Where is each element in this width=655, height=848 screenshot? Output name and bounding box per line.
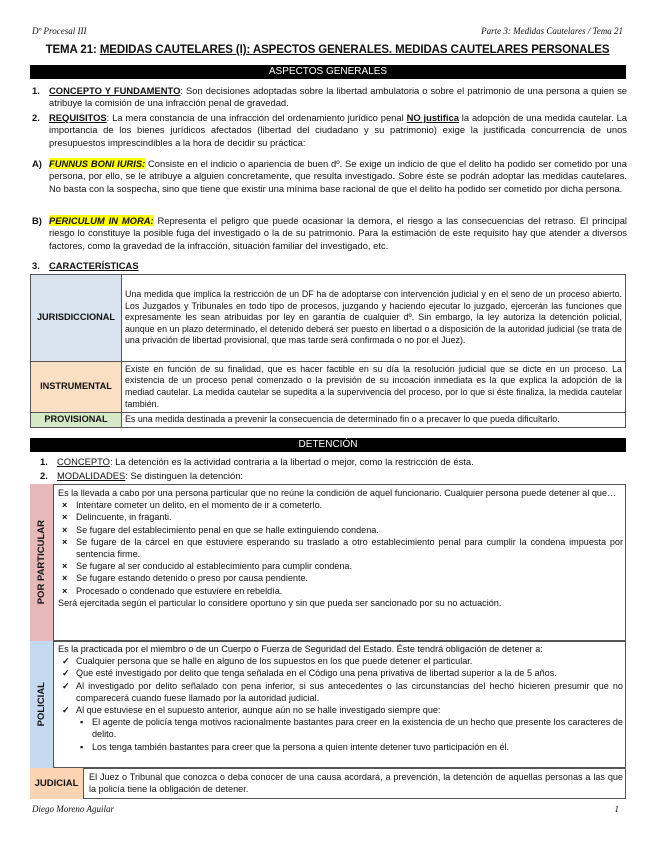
detencion-concepto-label: CONCEPTO — [57, 456, 110, 467]
bullet-icon: × — [62, 536, 68, 547]
row-label: PROVISIONAL — [31, 413, 122, 428]
list-item-text: Se fugare del establecimiento penal en que se halle extinguiendo condena. — [76, 524, 379, 535]
item-number: 3. — [32, 260, 40, 271]
judicial-text: El Juez o Tribunal que conozca o deba conocer de una causa acordará, a prevención, la detención de aquellas personas a las que la policía tiene la obligación de detener. — [89, 772, 623, 795]
periculum-paragraph — [49, 215, 627, 252]
judicial-side — [30, 768, 84, 799]
policial-list — [58, 655, 623, 716]
bullet-icon: ✓ — [62, 656, 70, 667]
list-item — [58, 716, 623, 740]
requisitos-paragraph — [49, 112, 627, 149]
bullet-icon: × — [62, 585, 68, 596]
bullet-icon: ▪ — [80, 717, 84, 728]
policial-intro: Es la practicada por el miembro o de un Cuerpo o Fuerza de Seguridad del Estado. Éste tendrá obligación de detener a: — [58, 644, 543, 654]
bullet-icon: × — [62, 512, 68, 523]
list-item — [58, 655, 623, 667]
row-label: INSTRUMENTAL — [31, 362, 122, 413]
caracteristicas-label: CARACTERÍSTICAS — [49, 260, 139, 271]
title-prefix: TEMA 21: — [45, 44, 100, 56]
table-row — [31, 275, 626, 362]
particular-content — [58, 487, 623, 609]
periculum-label: PERICULUM IN MORA: — [49, 215, 154, 226]
particular-label: POR PARTICULAR — [36, 520, 47, 605]
bullet-icon: ✓ — [62, 705, 70, 716]
subitem-letter: A) — [32, 158, 42, 169]
policial-content — [58, 643, 623, 753]
subitem-letter: B) — [32, 215, 42, 226]
bullet-icon: × — [62, 500, 68, 511]
list-item — [58, 524, 623, 536]
item-number: 2. — [32, 112, 40, 123]
particular-side — [30, 484, 54, 641]
footer-author: Diego Moreno Aguilar — [32, 804, 114, 814]
list-item — [58, 511, 623, 523]
page-title — [0, 44, 655, 56]
bullet-icon: ▪ — [80, 741, 84, 752]
list-item-text: Se fugare al ser conducido al establecimiento para cumplir condena. — [76, 561, 353, 572]
funnus-label: FUNNUS BONI IURIS: — [49, 158, 146, 169]
bullet-icon: ✓ — [62, 680, 70, 691]
particular-list — [58, 499, 623, 597]
requisitos-text-b: la adopción de una medida cautelar. La importancia de los bienes jurídicos afectados (libertad del ciudadano y su patrimonio) exige la justificada concurrencia de unos presupuestos imprescindibles a la hora de decidir su práctica: — [49, 112, 627, 148]
detencion-concepto — [57, 456, 625, 468]
row-text: Una medida que implica la restricción de un DF ha de adoptarse con intervención judicial y en el seno de un proceso abierto. Los Juzgados y Tribunales en todo tipo de procesos, juzgando y haciendo ejecutar lo juzgado, ejercerán las funciones que expresamente les sean atribuidas por ley en garantía de cualquier dº. Sin embargo, la ley autoriza la detención policial, aunque en un plazo determinado, el detenido deberá ser puesto en libertad o a disposición de la autoridad judicial (se trata de una privación de libertad provisional, que mas tarde será confirmada o no por el Juez). — [122, 275, 626, 362]
funnus-paragraph — [49, 158, 627, 195]
list-item-text: Los tenga también bastantes para creer que la persona a quien intente detener tuvo participación en él. — [92, 741, 510, 752]
section-heading-detencion: DETENCIÓN — [30, 438, 626, 452]
row-text: Es una medida destinada a prevenir la consecuencia de determinado fin o a precaver lo que pueda dificultarlo. — [122, 413, 626, 428]
item-number: 1. — [32, 85, 40, 96]
row-label: JURISDICCIONAL — [31, 275, 122, 362]
list-item — [58, 572, 623, 584]
list-item-text: Cualquier persona que se halle en alguno de los supuestos en los que puede detener el particular. — [76, 656, 473, 667]
footer-page-number: 1 — [614, 804, 619, 814]
list-item — [58, 704, 623, 716]
requisitos-label: REQUISITOS — [49, 112, 107, 123]
judicial-label: JUDICIAL — [34, 778, 79, 789]
modalidades-text: : Se distinguen la detención: — [125, 470, 244, 481]
detencion-modalidades — [57, 470, 625, 482]
list-item-text: El agente de policía tenga motivos racionalmente bastantes para creer en la existencia de un hecho que presente los caracteres de delito. — [92, 717, 623, 740]
header-right: Parte 3: Medidas Cautelares / Tema 21 — [481, 26, 623, 36]
concepto-text: : Son decisiones adoptadas sobre la libertad ambulatoria o sobre el patrimonio de una persona a quien se atribuye la comisión de una infracción penal de gravedad. — [49, 85, 627, 109]
list-item-text: Al investigado por delito señalado con pena inferior, si sus antecedentes o las circunstancias del hecho hicieren presumir que no comparecerá cuando fuese llamado por la autoridad judicial. — [76, 680, 623, 703]
list-item-text: Se fugare estando detenido o preso por causa pendiente. — [76, 573, 309, 584]
header-left: Dº Procesal III — [32, 26, 87, 36]
concepto-label: CONCEPTO Y FUNDAMENTO — [49, 85, 181, 96]
policial-sublist — [58, 716, 623, 753]
list-item — [58, 499, 623, 511]
particular-closing: Será ejercitada según el particular lo considere oportuno y sin que pueda ser sancionado por su no actuación. — [58, 597, 502, 608]
detencion-concepto-text: : La detención es la actividad contraria a la libertad o mejor, como la restricción de ésta. — [109, 456, 474, 467]
particular-intro: Es la llevada a cabo por una persona particular que no reúne la condición de aquel funcionario. Cualquier persona puede detener al que… — [58, 488, 617, 498]
funnus-text: Consiste en el indicio o apariencia de buen dº. Se exige un indicio de que el delito ha podido ser cometido por una persona, por ello, se le atribuye a alguien concretamente, que resulta investigado. Sobre éste se podrán adoptar las medidas cautelares. No basta con la sospecha, sino que tiene que existir una mínima base racional de que el delito ha podido ser cometido por dicha persona. — [49, 158, 627, 194]
modalidades-label: MODALIDADES — [57, 470, 126, 481]
item-number: 1. — [40, 456, 48, 467]
periculum-text: Representa el peligro que puede ocasionar la demora, el riesgo a las consecuencias del retraso. El principal riesgo lo constituye la posible fuga del investigado o la de su patrimonio. Para la estimación de este requisito hay que atender a diversos factores, como la gravedad de la infracción, situación familiar del investigado, etc. — [49, 215, 628, 251]
item-number: 2. — [40, 470, 48, 481]
requisitos-emphasis: NO justifica — [406, 112, 459, 123]
list-item — [58, 741, 623, 753]
list-item-text: Se fugare de la cárcel en que estuviere esperando su traslado a otro establecimiento penal para cumplir la condena impuesta por sentencia firme. — [76, 536, 623, 560]
table-row — [31, 362, 626, 413]
list-item-text: Al que estuviese en el supuesto anterior, aunque aún no se halle investigado siempre que: — [76, 705, 441, 716]
bullet-icon: ✓ — [62, 668, 70, 679]
caracteristicas-table — [30, 274, 626, 428]
requisitos-text-a: : La mera constancia de una infracción del ordenamiento jurídico penal — [106, 112, 407, 123]
policial-side — [30, 641, 54, 768]
list-item — [58, 680, 623, 704]
bullet-icon: × — [62, 561, 68, 572]
list-item — [58, 560, 623, 572]
section-heading-aspectos: ASPECTOS GENERALES — [30, 65, 626, 79]
row-text: Existe en función de su finalidad, que es hacer factible en su día la resolución judicial que se dicte en un proceso. La existencia de un proceso penal comenzado o la previsión de su incoación inmediata es la que explica la adopción de la mediad cautelar. La medida cautelar se supedita a la supervivencia del proceso, por lo que si éste finaliza, la medida cautelar también. — [122, 362, 626, 413]
bullet-icon: × — [62, 524, 68, 535]
list-item — [58, 536, 623, 560]
list-item — [58, 667, 623, 679]
list-item-text: Que esté investigado por delito que tenga señalada en el Código una pena privativa de libertad superior a la de 5 años. — [76, 668, 557, 679]
caracteristicas-heading — [49, 260, 349, 272]
bullet-icon: × — [62, 573, 68, 584]
list-item-text: Delincuente, in fraganti. — [76, 512, 172, 523]
list-item-text: Intentare cometer un delito, en el momento de ir a cometerlo. — [76, 500, 323, 511]
policial-label: POLICIAL — [36, 682, 47, 727]
title-main: MEDIDAS CAUTELARES (I): ASPECTOS GENERALES. MEDIDAS CAUTELARES PERSONALES — [99, 44, 610, 56]
table-row — [31, 413, 626, 428]
list-item — [58, 585, 623, 597]
concepto-paragraph — [49, 85, 627, 110]
list-item-text: Procesado o condenado que estuviere en rebeldía. — [76, 585, 283, 596]
